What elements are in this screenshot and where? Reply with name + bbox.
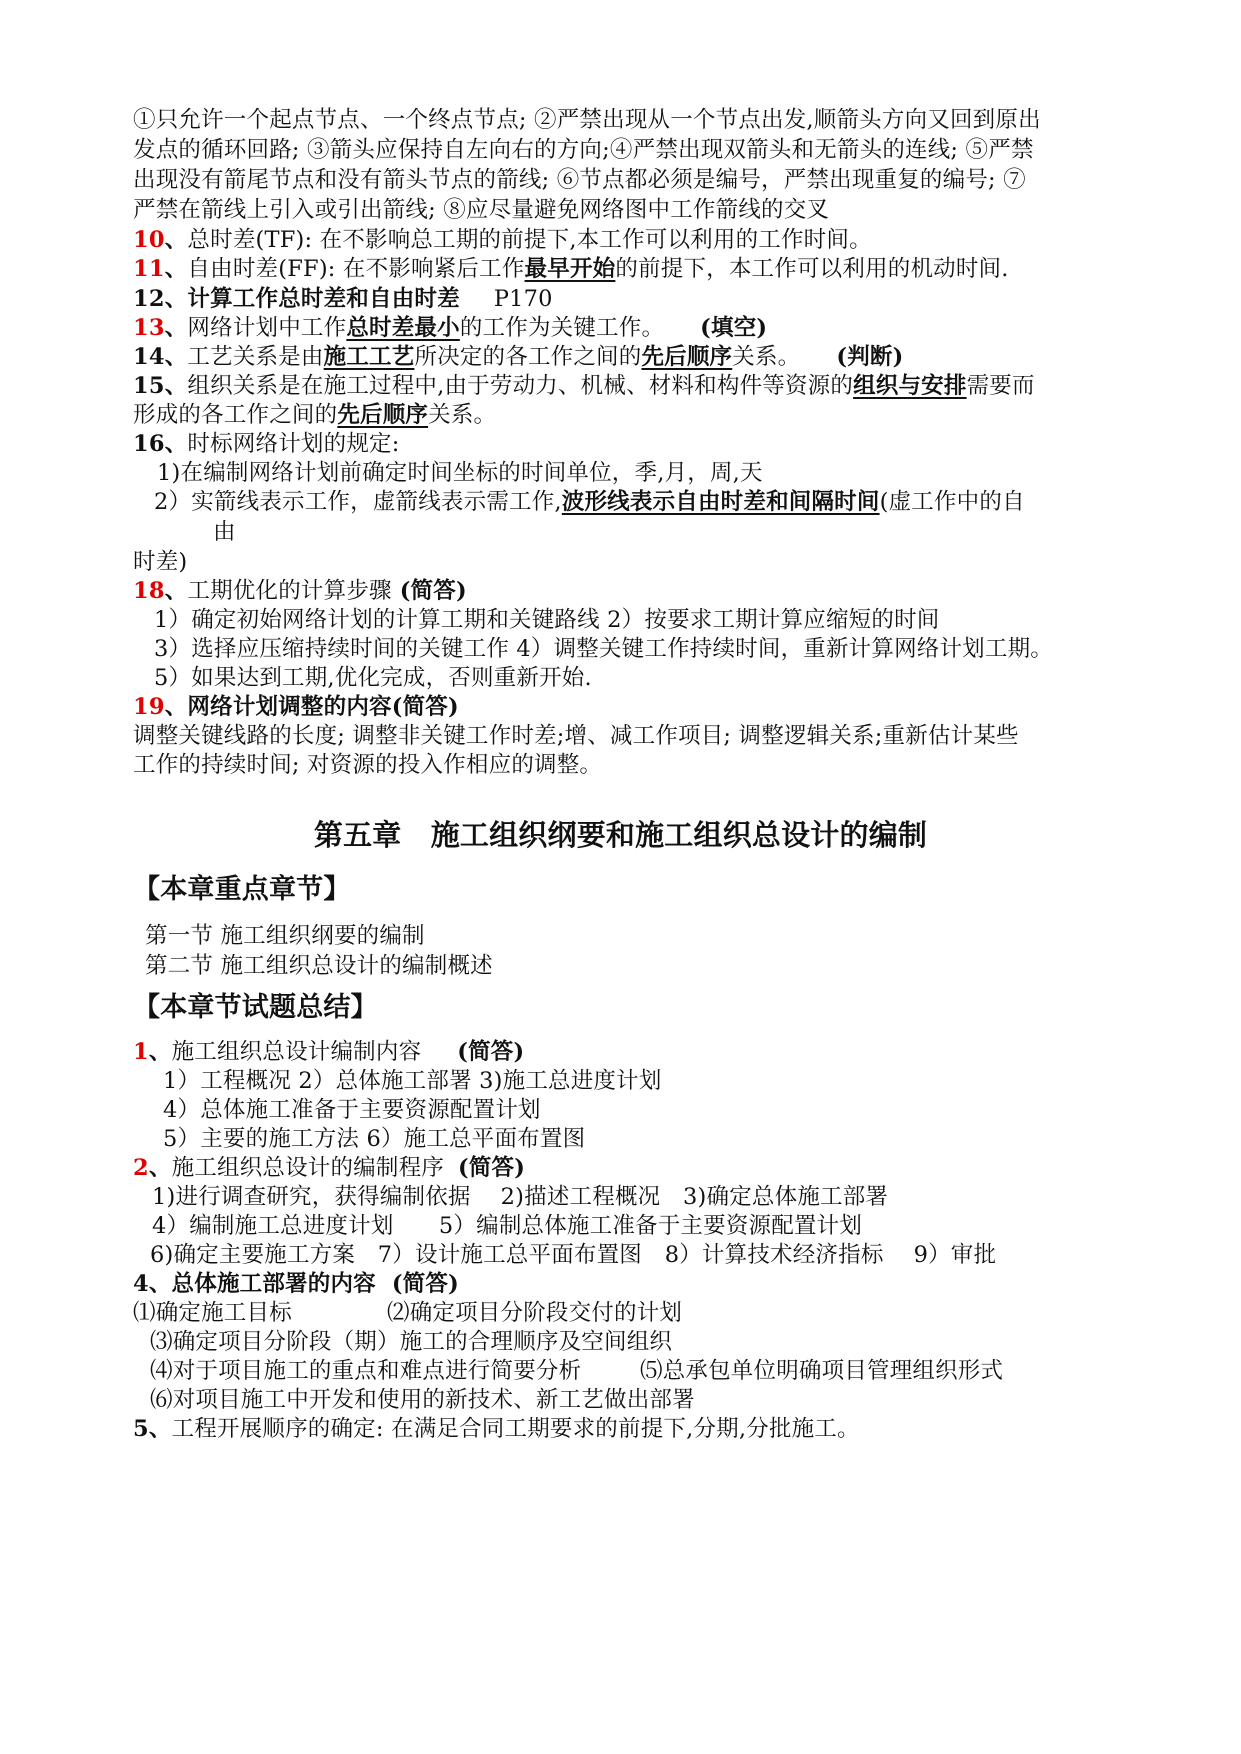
question-type-tag: (判断)	[836, 344, 904, 370]
item-12	[133, 283, 553, 315]
sub-item: ⑷对于项目施工的重点和难点进行简要分析	[150, 1358, 582, 1384]
section-list-item: 第二节 施工组织总设计的编制概述	[145, 953, 493, 979]
item-text: 所决定的各工作之间的	[414, 344, 642, 370]
item-number: 1	[133, 1039, 149, 1065]
item-sep: 、	[148, 1039, 172, 1065]
item-13	[133, 312, 767, 344]
item-sep: 、	[164, 256, 188, 282]
question-1	[133, 1036, 524, 1068]
item-number: 5、	[133, 1416, 172, 1442]
item-number: 10	[133, 227, 165, 253]
para-line: 调整关键线路的长度; 调整非关键工作时差;增、减工作项目; 调整逻辑关系;重新估计某些	[133, 723, 1019, 749]
item-number: 15	[133, 373, 165, 399]
item-text: 2）实箭线表示工作，虚箭线表示需工作,	[154, 489, 562, 515]
sub-item: 3）选择应压缩持续时间的关键工作 4）调整关键工作持续时间，重新计算网络计划工期。	[154, 636, 1053, 662]
wrap-text: 时差)	[133, 549, 188, 575]
item-text: 工艺关系是由	[187, 344, 324, 370]
section-list-item: 第一节 施工组织纲要的编制	[145, 923, 425, 949]
item-10	[133, 224, 872, 256]
item-number: 11	[133, 256, 165, 282]
item-text: 需要而	[966, 373, 1035, 399]
item-text: 施工组织总设计编制内容	[171, 1039, 422, 1065]
sub-item: 4）编制施工总进度计划 5）编制总体施工准备于主要资源配置计划	[152, 1213, 863, 1239]
item-text: 自由时差(FF): 在不影响紧后工作	[187, 256, 525, 282]
section-title: 【本章节试题总结】	[133, 992, 378, 1023]
question-type-tag: (简答)	[391, 1271, 459, 1297]
sub-item: 4）总体施工准备于主要资源配置计划	[163, 1097, 541, 1123]
emphasis-text: 施工工艺	[323, 344, 415, 370]
item-text: 工期优化的计算步骤	[187, 578, 392, 604]
item-15-cont	[133, 399, 496, 431]
item-text: 施工组织总设计的编制程序	[171, 1155, 444, 1181]
emphasis-text: 组织与安排	[853, 373, 967, 399]
item-15	[133, 370, 1035, 402]
item-text: 组织关系是在施工过程中,由于劳动力、机械、材料和构件等资源的	[187, 373, 854, 399]
sub-item	[154, 486, 1025, 518]
sub-item: 6)确定主要施工方案 7）设计施工总平面布置图 8）计算技术经济指标 9）审批	[150, 1242, 997, 1268]
item-number: 13	[133, 315, 165, 341]
item-number: 18	[133, 578, 165, 604]
para-line: ①只允许一个起点节点、一个终点节点; ②严禁出现从一个节点出发,顺箭头方向又回到原出	[133, 107, 1041, 133]
sub-item: 1）确定初始网络计划的计算工期和关键路线 2）按要求工期计算应缩短的时间	[154, 607, 940, 633]
question-type-tag: (填空)	[700, 315, 768, 341]
item-18	[133, 575, 467, 607]
item-text: 的工作为关键工作。	[459, 315, 665, 341]
item-number: 2	[133, 1155, 149, 1181]
sub-item: 1)进行调查研究，获得编制依据 2)描述工程概况 3)确定总体施工部署	[152, 1184, 889, 1210]
sub-item: ⑴确定施工目标	[133, 1300, 292, 1326]
emphasis-text: 最早开始	[524, 256, 616, 282]
sub-item: ⑵确定项目分阶段交付的计划	[387, 1300, 683, 1326]
item-heading: 12、计算工作总时差和自由时差	[133, 286, 460, 312]
chapter-title: 第五章 施工组织纲要和施工组织总设计的编制	[313, 818, 928, 852]
item-heading: 网络计划调整的内容(简答)	[187, 694, 459, 720]
item-sep: 、	[164, 373, 188, 399]
item-text: (虚工作中的自	[879, 489, 1025, 515]
question-2	[133, 1152, 525, 1184]
para-line: 发点的循环回路; ③箭头应保持自左向右的方向;④严禁出现双箭头和无箭头的连线; ⑤严禁	[133, 137, 1034, 163]
item-text: 时标网络计划的规定:	[187, 431, 400, 457]
item-sep: 、	[164, 694, 188, 720]
item-text: 关系。	[732, 344, 801, 370]
sub-item: ⑸总承包单位明确项目管理组织形式	[640, 1358, 1004, 1384]
item-19	[133, 691, 459, 723]
sub-item: 5）如果达到工期,优化完成，否则重新开始.	[154, 665, 592, 691]
item-number: 19	[133, 694, 165, 720]
item-text: 关系。	[428, 402, 497, 428]
section-title: 【本章重点章节】	[133, 874, 351, 905]
para-line: 出现没有箭尾节点和没有箭头节点的箭线; ⑥节点都必须是编号，严禁出现重复的编号; ⑦	[133, 167, 1026, 193]
item-text: 总时差(TF): 在不影响总工期的前提下,本工作可以利用的工作时间。	[187, 227, 872, 253]
para-line: 严禁在箭线上引入或引出箭线; ⑧应尽量避免网络图中工作箭线的交叉	[133, 197, 830, 223]
item-sep: 、	[164, 578, 188, 604]
question-4	[133, 1268, 459, 1300]
wrap-text: 由	[213, 519, 236, 545]
item-sep: 、	[164, 344, 188, 370]
emphasis-text: 总时差最小	[346, 315, 460, 341]
item-sep: 、	[164, 227, 188, 253]
sub-item: 5）主要的施工方法 6）施工总平面布置图	[163, 1126, 586, 1152]
item-text: 形成的各工作之间的	[133, 402, 338, 428]
sub-item: 1）工程概况 2）总体施工部署 3)施工总进度计划	[163, 1068, 662, 1094]
emphasis-text: 波形线表示自由时差和间隔时间	[561, 489, 880, 515]
item-sep: 、	[164, 431, 188, 457]
question-5	[133, 1413, 860, 1445]
question-type-tag: (简答)	[457, 1039, 525, 1065]
item-11	[133, 253, 1009, 285]
item-text: 网络计划中工作	[187, 315, 347, 341]
item-14	[133, 341, 903, 373]
question-type-tag: (简答)	[399, 578, 467, 604]
para-line: 工作的持续时间; 对资源的投入作相应的调整。	[133, 752, 603, 778]
item-number: 16	[133, 431, 165, 457]
item-text: 的前提下，本工作可以利用的机动时间.	[615, 256, 1009, 282]
item-text: 工程开展顺序的确定: 在满足合同工期要求的前提下,分期,分批施工。	[171, 1416, 860, 1442]
question-type-tag: (简答)	[457, 1155, 526, 1181]
item-16	[133, 428, 400, 460]
item-sep: 、	[164, 315, 188, 341]
sub-item: ⑶确定项目分阶段（期）施工的合理顺序及空间组织	[150, 1329, 673, 1355]
item-heading: 4、总体施工部署的内容	[133, 1271, 376, 1297]
item-number: 14	[133, 344, 165, 370]
emphasis-text: 先后顺序	[641, 344, 733, 370]
page-ref: P170	[493, 286, 553, 312]
emphasis-text: 先后顺序	[337, 402, 429, 428]
sub-item: ⑹对项目施工中开发和使用的新技术、新工艺做出部署	[150, 1387, 695, 1413]
item-sep: 、	[148, 1155, 172, 1181]
sub-item: 1)在编制网络计划前确定时间坐标的时间单位，季,月，周,天	[157, 460, 763, 486]
